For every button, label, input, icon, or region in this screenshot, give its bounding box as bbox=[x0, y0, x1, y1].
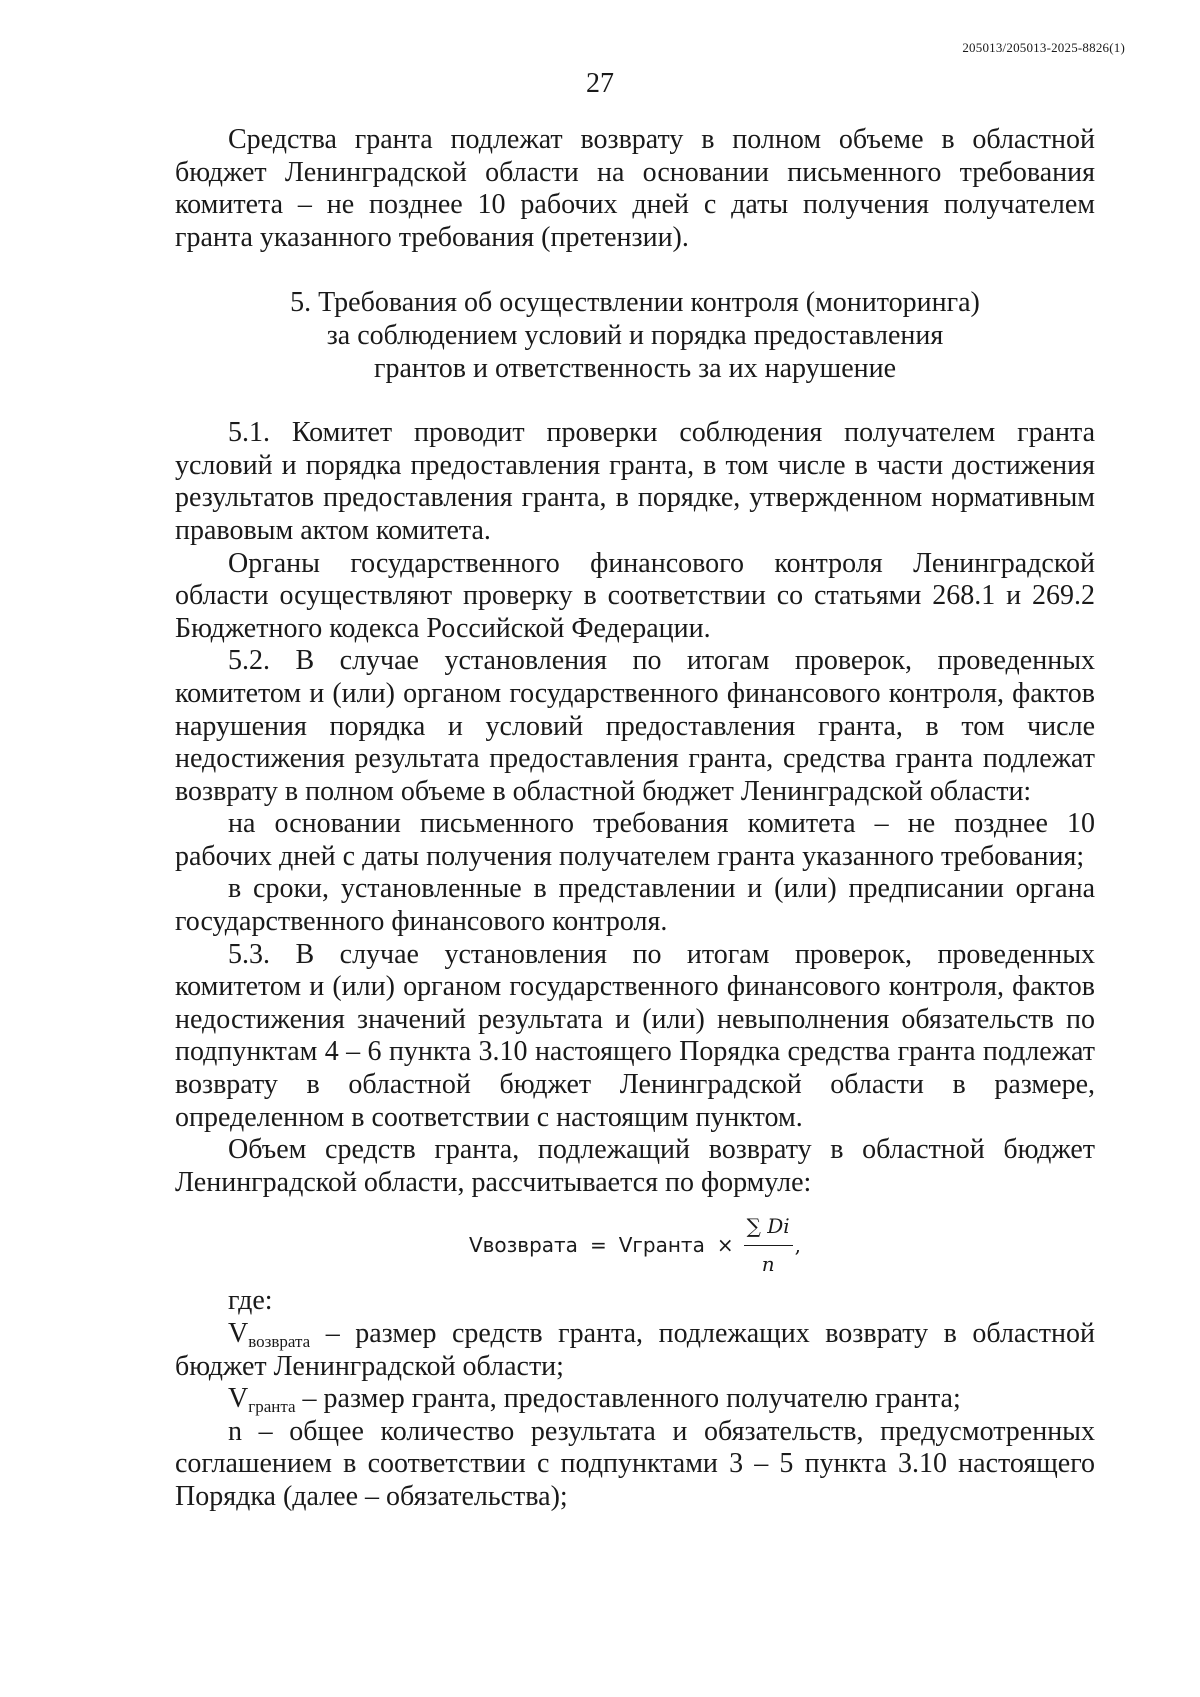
definition-v-return bbox=[175, 1318, 1095, 1383]
paragraph-5-1: 5.1. Комитет проводит проверки соблюдения получателем гранта условий и порядка предоставления гранта, в том числе в части достижения результатов предоставления гранта, в порядке, утвержденном нормативным правовым актом комитета. bbox=[175, 417, 1095, 546]
definition-v-grant bbox=[175, 1383, 1095, 1416]
section-heading-line-1: 5. Требования об осуществлении контроля (мониторинга) bbox=[290, 287, 980, 319]
v-grant-subscript: гранта bbox=[248, 1397, 296, 1417]
v-return-subscript: возврата bbox=[248, 1332, 311, 1351]
section-heading-line-2: за соблюдением условий и порядка предоставления bbox=[326, 319, 944, 351]
v-return-symbol: V bbox=[228, 1318, 249, 1349]
document-id: 205013/205013-2025-8826(1) bbox=[962, 40, 1125, 55]
paragraph-5-2-deadlines: в сроки, установленные в представлении и (или) предписании органа государственного финансового контроля. bbox=[175, 873, 1095, 938]
paragraph-5-1-control-bodies: Органы государственного финансового контроля Ленинградской области осуществляют проверку в соответствии со статьями 268.1 и 269.2 Бюджетного кодекса Российской Федерации. bbox=[175, 547, 1095, 644]
paragraph-5-3: 5.3. В случае установления по итогам проверок, проведенных комитетом и (или) органом государственного финансового контроля, фактов недостижения значений результата и (или) невыполнения обязательств по подпунктам 4 – 6 пункта 3.10 настоящего Порядка средства гранта подлежат возврату в областной бюджет Ленинградской области в размере, определенном в соответствии с настоящим пунктом. bbox=[175, 938, 1095, 1133]
formula-numerator-variable: Di bbox=[767, 1213, 790, 1238]
section-heading bbox=[175, 287, 1095, 385]
page-number: 27 bbox=[586, 68, 614, 99]
sum-symbol: ∑ bbox=[746, 1213, 761, 1238]
section-heading-line-3: грантов и ответственность за их нарушение bbox=[373, 352, 897, 384]
refund-formula bbox=[175, 1207, 1095, 1283]
document-body bbox=[175, 124, 1095, 1514]
formula-denominator: n bbox=[761, 1252, 775, 1277]
formula-comma: , bbox=[794, 1233, 802, 1258]
paragraph-refund-intro: Средства гранта подлежат возврату в полном объеме в областной бюджет Ленинградской области на основании письменного требования комитета – не позднее 10 рабочих дней с даты получения получателем гранта указанного требования (претензии). bbox=[175, 124, 1095, 253]
v-return-description: – размер средств гранта, подлежащих возврату в областной бюджет Ленинградской области; bbox=[175, 1318, 1095, 1382]
formula-rhs: Vгранта bbox=[618, 1233, 705, 1258]
paragraph-5-2: 5.2. В случае установления по итогам проверок, проведенных комитетом и (или) органом государственного финансового контроля, фактов нарушения порядка и условий предоставления гранта, в том числе недостижения результата предоставления гранта, средства гранта подлежат возврату в полном объеме в областной бюджет Ленинградской области: bbox=[175, 645, 1095, 807]
formula-equals: = bbox=[589, 1233, 607, 1258]
formula-numerator bbox=[744, 1210, 793, 1247]
definitions-where: где: bbox=[228, 1285, 273, 1317]
formula-times: × bbox=[716, 1233, 734, 1258]
formula-fraction bbox=[744, 1210, 793, 1281]
definition-n: n – общее количество результата и обязательств, предусмотренных соглашением в соответствии с подпунктами 3 – 5 пункта 3.10 настоящего Порядка (далее – обязательства); bbox=[175, 1415, 1095, 1512]
v-grant-description: – размер гранта, предоставленного получателю гранта; bbox=[295, 1383, 961, 1415]
paragraph-5-2-written-demand: на основании письменного требования комитета – не позднее 10 рабочих дней с даты получения получателем гранта указанного требования; bbox=[175, 808, 1095, 872]
formula-lhs: Vвозврата bbox=[468, 1233, 578, 1258]
paragraph-5-3-formula-intro: Объем средств гранта, подлежащий возврату в областной бюджет Ленинградской области, рассчитывается по формуле: bbox=[175, 1134, 1095, 1198]
v-grant-symbol: V bbox=[228, 1383, 249, 1415]
